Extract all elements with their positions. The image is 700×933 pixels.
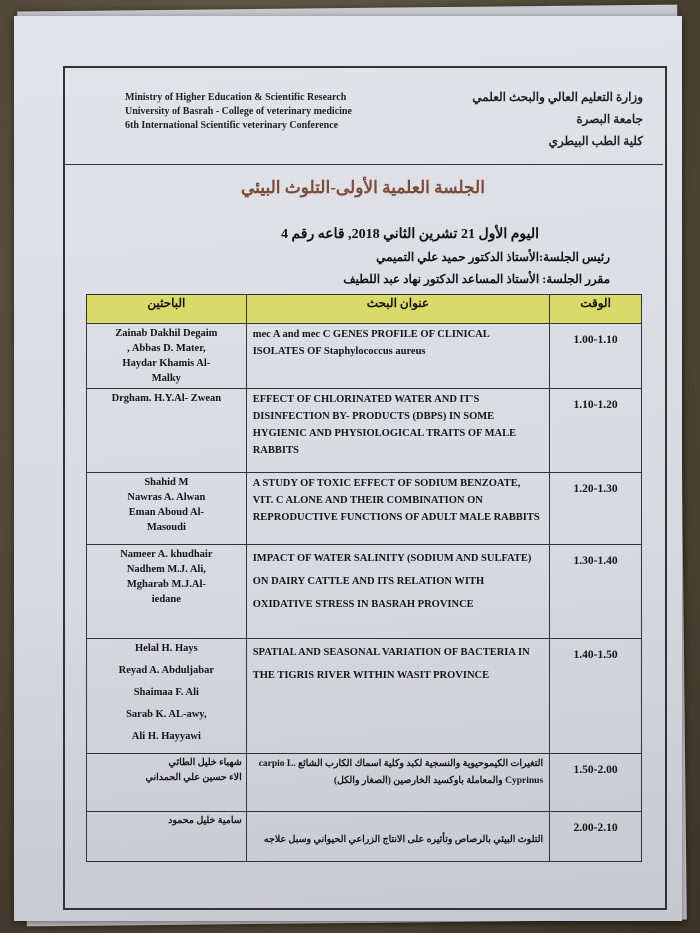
author: Nawras A. Alwan (127, 492, 206, 503)
session-chair: رئيس الجلسة:الأستاذ الدكتور حميد علي التميمي (376, 250, 610, 264)
row-title: SPATIAL AND SEASONAL VARIATION OF BACTERIA IN THE TIGRIS RIVER WITHIN WASIT PROVINCE (246, 639, 549, 754)
author: Zainab Dakhil Degaim (115, 328, 218, 339)
letterhead (63, 66, 663, 165)
author: Drgham. H.Y.Al- Zwean (111, 393, 222, 404)
author: Helal H. Hays (135, 643, 198, 654)
author: Ali H. Hayyawi (131, 731, 201, 742)
author: Masoudi (146, 522, 186, 533)
schedule-table (86, 294, 642, 862)
conference-en: 6th International Scientific veterinary Conference (125, 120, 339, 131)
author: شهباء خليل الطائي (168, 758, 242, 768)
table-row (87, 389, 642, 473)
author: سامية خليل محمود (168, 816, 242, 826)
header-time: الوقت (550, 295, 642, 324)
table-row (87, 545, 642, 639)
table-header-row (87, 295, 642, 324)
university-ar: جامعة البصرة (576, 112, 643, 126)
author: , Abbas D. Mater, (127, 343, 206, 354)
author: Shaimaa F. Ali (133, 687, 199, 698)
letterhead-arabic (472, 86, 643, 152)
session-day: اليوم الأول 21 تشرين الثاني 2018, قاعه رقم 4 (280, 227, 540, 242)
header-title: عنوان البحث (246, 295, 549, 324)
row-title: A STUDY OF TOXIC EFFECT OF SODIUM BENZOATE, VIT. C ALONE AND THEIR COMBINATION ON REPRODUCTIVE FUNCTIONS OF ADULT MALE RABBITS (246, 473, 549, 545)
table-row (87, 754, 642, 812)
author: Haydar Khamis Al- (122, 358, 211, 369)
author: Sarab K. AL-awy, (126, 709, 207, 720)
row-title: mec A and mec C GENES PROFILE OF CLINICAL ISOLATES OF Staphylococcus aureus (246, 324, 549, 389)
letterhead-english (125, 91, 352, 133)
college-ar: كلية الطب البيطري (548, 134, 643, 148)
author: Nadhem M.J. Ali, (126, 564, 206, 575)
row-title: EFFECT OF CHLORINATED WATER AND IT'S DISINFECTION BY- PRODUCTS (DBPS) IN SOME HYGIENIC AND PHYSIOLOGICAL TRAITS OF MALE RABBITS (246, 389, 549, 473)
author: الاء حسين علي الحمداني (145, 773, 242, 783)
row-title: التلوث البيئي بالرصاص وتأثيره على الانتاج الزراعي الحيواني وسبل علاجه (246, 812, 549, 862)
row-time: 1.20-1.30 (550, 473, 642, 545)
row-authors (87, 812, 247, 862)
row-time: 2.00-2.10 (550, 812, 642, 862)
ministry-en: Ministry of Higher Education & Scientific Research (125, 92, 347, 103)
row-time: 1.50-2.00 (550, 754, 642, 812)
table-row (87, 473, 642, 545)
row-title: التغيرات الكيموحيوية والنسجية لكبد وكلية اسماك الكارب الشائع carpio L. Cyprinus والمعاملة باوكسيد الخارصين (الصغار والكل) (246, 754, 549, 812)
table-row (87, 812, 642, 862)
author: Eman Aboud Al- (128, 507, 204, 518)
table-row (87, 324, 642, 389)
row-authors (87, 754, 247, 812)
author: Malky (151, 373, 181, 384)
row-authors (87, 389, 247, 473)
row-authors (87, 545, 247, 639)
row-authors (87, 639, 247, 754)
header-authors: الباحثين (87, 295, 247, 324)
ministry-ar: وزارة التعليم العالي والبحث العلمي (472, 90, 643, 104)
author: iedane (151, 594, 181, 605)
session-title: الجلسة العلمية الأولى-التلوث البيئي (241, 178, 485, 197)
row-time: 1.10-1.20 (550, 389, 642, 473)
row-time: 1.40-1.50 (550, 639, 642, 754)
author: Mgharab M.J.Al- (126, 579, 206, 590)
row-title: IMPACT OF WATER SALINITY (SODIUM AND SULFATE) ON DAIRY CATTLE AND ITS RELATION WITH OXIDATIVE STRESS IN BASRAH PROVINCE (246, 545, 549, 639)
row-authors (87, 324, 247, 389)
university-en: University of Basrah - College of veterinary medicine (125, 106, 352, 117)
row-time: 1.00-1.10 (550, 324, 642, 389)
row-time: 1.30-1.40 (550, 545, 642, 639)
row-authors (87, 473, 247, 545)
session-rapporteur: مقرر الجلسة: الأستاذ المساعد الدكتور نهاد عبد اللطيف (343, 272, 610, 286)
author: Nameer A. khudhair (120, 549, 213, 560)
author: Shahid M (144, 477, 189, 488)
table-row (87, 639, 642, 754)
author: Reyad A. Abduljabar (118, 665, 215, 676)
